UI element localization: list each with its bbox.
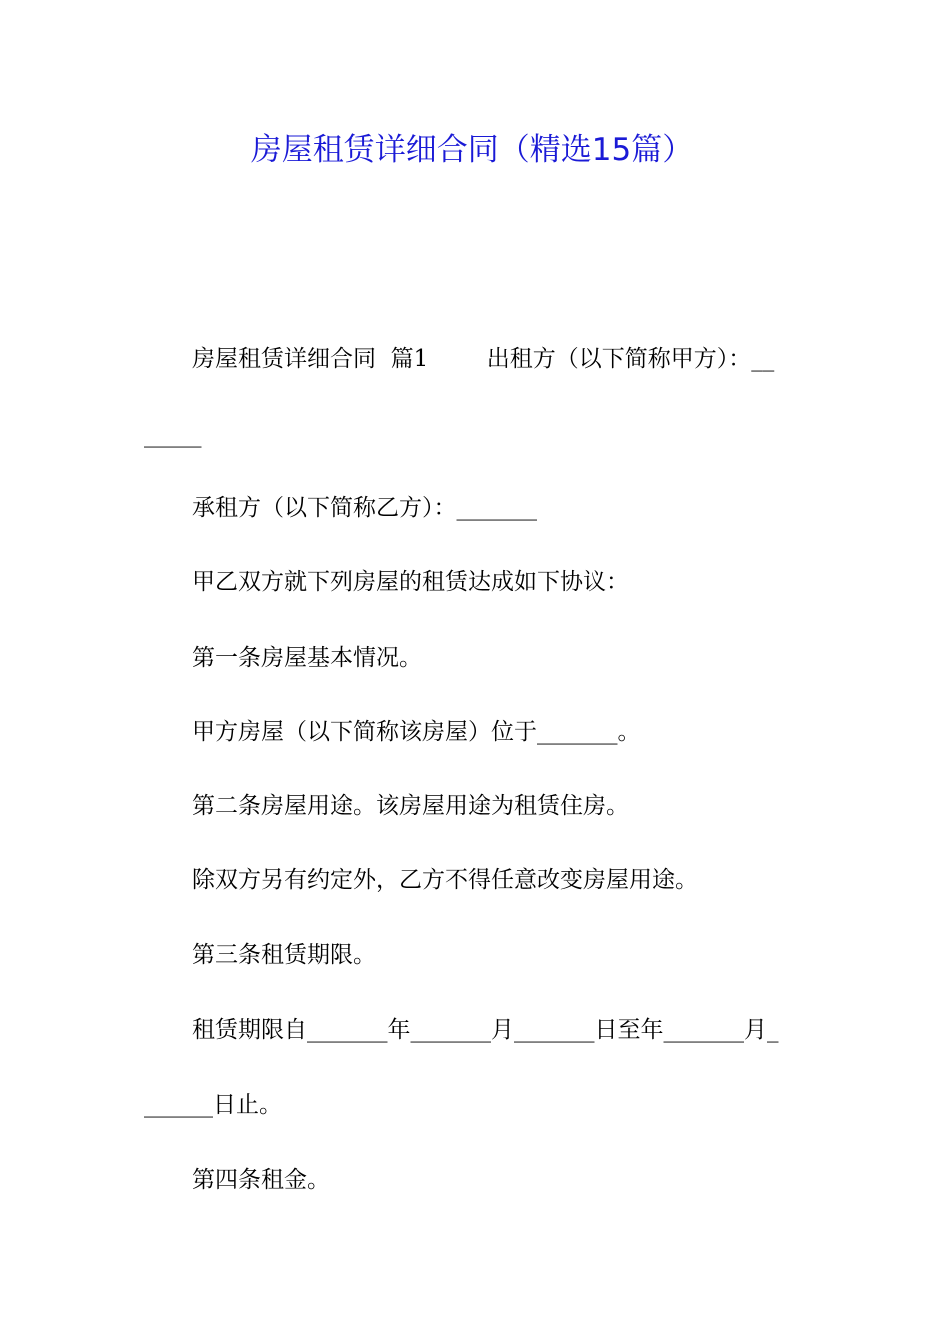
paragraph-line: 第二条房屋用途。该房屋用途为租赁住房。 [192,793,629,819]
paragraph-line: 承租方（以下简称乙方）：_______ [192,495,537,521]
paragraph-line: 第四条租金。 [192,1167,330,1193]
paragraph-line: 第三条租赁期限。 [192,942,376,968]
paragraph-part1-header: 房屋租赁详细合同 篇1 出租方（以下简称甲方）：__ [192,346,775,372]
paragraph-line: 除双方另有约定外，乙方不得任意改变房屋用途。 [192,867,698,893]
paragraph-line: ______日止。 [144,1092,282,1118]
paragraph-line: _____ [144,422,202,448]
paragraph-line: 甲乙双方就下列房屋的租赁达成如下协议： [192,569,629,595]
document-title: 房屋租赁详细合同（精选15篇） [250,132,694,168]
paragraph-line: 租赁期限自_______年_______月_______日至年_______月_ [192,1017,779,1043]
paragraph-line: 第一条房屋基本情况。 [192,645,422,671]
paragraph-line: 甲方房屋（以下简称该房屋）位于_______。 [192,719,641,745]
